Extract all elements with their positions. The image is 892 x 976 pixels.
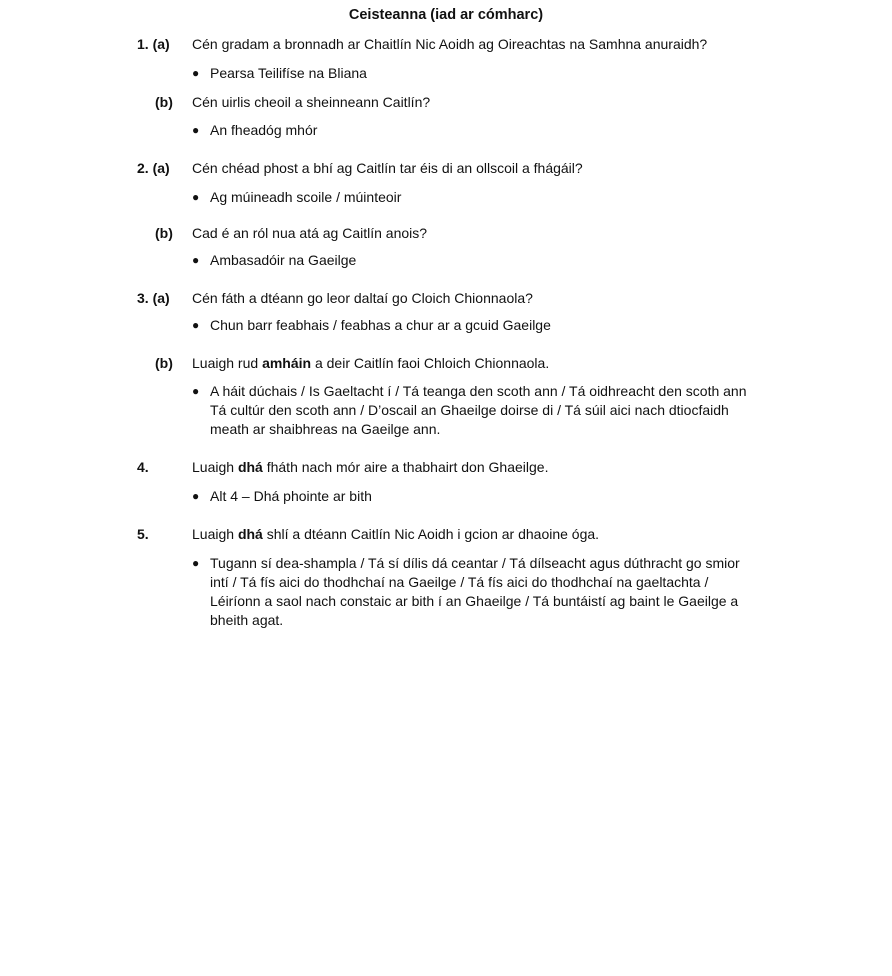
question-text-emphasis: dhá xyxy=(237,526,263,542)
question-number: 5. xyxy=(137,526,149,542)
question-text-end: shlí a dtéann Caitlín Nic Aoidh i gcion ar dhaoine óga. xyxy=(262,526,600,542)
answer-line: meath ar shaibhreas na Gaeilge ann. xyxy=(210,421,441,437)
answer-line: intí / Tá fís aici do thodhchaí na Gaeilge / Tá fís aici do thodhchaí na gaeltachta / xyxy=(210,574,709,590)
question-number: 3. (a) xyxy=(137,290,170,306)
answer-text xyxy=(210,554,760,630)
bullet-icon: ● xyxy=(192,384,200,398)
answer-text: Alt 4 – Dhá phointe ar bith xyxy=(210,488,372,504)
bullet-icon: ● xyxy=(192,556,200,570)
question-text-emphasis: dhá xyxy=(237,459,263,475)
answer-line: A háit dúchais / Is Gaeltacht í / Tá teanga den scoth ann / Tá oidhreacht den scoth ann xyxy=(210,383,747,399)
question-number: 1. (a) xyxy=(137,36,170,52)
bullet-icon: ● xyxy=(192,489,200,503)
answer-line: bheith agat. xyxy=(210,612,284,628)
page-title: Ceisteanna (iad ar cómharc) xyxy=(348,7,544,23)
question-text-emphasis: amháin xyxy=(262,355,312,371)
answer-line: Tugann sí dea-shampla / Tá sí dílis dá ceantar / Tá dílseacht agus dúthracht go smior xyxy=(210,555,740,571)
answer-text: Pearsa Teilifíse na Bliana xyxy=(210,65,367,81)
question-text: Cén chéad phost a bhí ag Caitlín tar éis di an ollscoil a fhágáil? xyxy=(192,160,583,176)
question-text-end: a deir Caitlín faoi Chloich Chionnaola. xyxy=(311,355,550,371)
question-text xyxy=(192,525,762,544)
bullet-icon: ● xyxy=(192,318,200,332)
question-text xyxy=(192,354,762,373)
question-part: (b) xyxy=(155,94,173,110)
answer-line: Tá cultúr den scoth ann / D’oscail an Ghaeilge doirse di / Tá súil aici nach dtiocfaidh xyxy=(210,402,729,418)
question-text-end: fháth nach mór aire a thabhairt don Ghaeilge. xyxy=(262,459,549,475)
question-number: 2. (a) xyxy=(137,160,170,176)
question-text: Cén gradam a bronnadh ar Chaitlín Nic Aoidh ag Oireachtas na Samhna anuraidh? xyxy=(192,36,708,52)
answer-text: Ag múineadh scoile / múinteoir xyxy=(210,189,402,205)
answer-text: Ambasadóir na Gaeilge xyxy=(210,252,357,268)
question-text xyxy=(192,458,762,477)
bullet-icon: ● xyxy=(192,123,200,137)
question-part: (b) xyxy=(155,225,173,241)
answer-text xyxy=(210,382,760,439)
question-text-start: Luaigh xyxy=(192,459,238,475)
question-number: 4. xyxy=(137,459,149,475)
answer-text: An fheadóg mhór xyxy=(210,122,318,138)
question-text-start: Luaigh xyxy=(192,526,238,542)
question-text: Cén fáth a dtéann go leor daltaí go Cloich Chionnaola? xyxy=(192,290,533,306)
question-text: Cén uirlis cheoil a sheinneann Caitlín? xyxy=(192,94,431,110)
answer-text: Chun barr feabhais / feabhas a chur ar a gcuid Gaeilge xyxy=(210,317,551,333)
question-part: (b) xyxy=(155,355,173,371)
bullet-icon: ● xyxy=(192,66,200,80)
answer-line: Léiríonn a saol nach constaic ar bith í an Ghaeilge / Tá buntáistí ag baint le Gaeilge a xyxy=(210,593,739,609)
bullet-icon: ● xyxy=(192,253,200,267)
question-text: Cad é an ról nua atá ag Caitlín anois? xyxy=(192,225,428,241)
question-text-start: Luaigh rud xyxy=(192,355,263,371)
bullet-icon: ● xyxy=(192,190,200,204)
